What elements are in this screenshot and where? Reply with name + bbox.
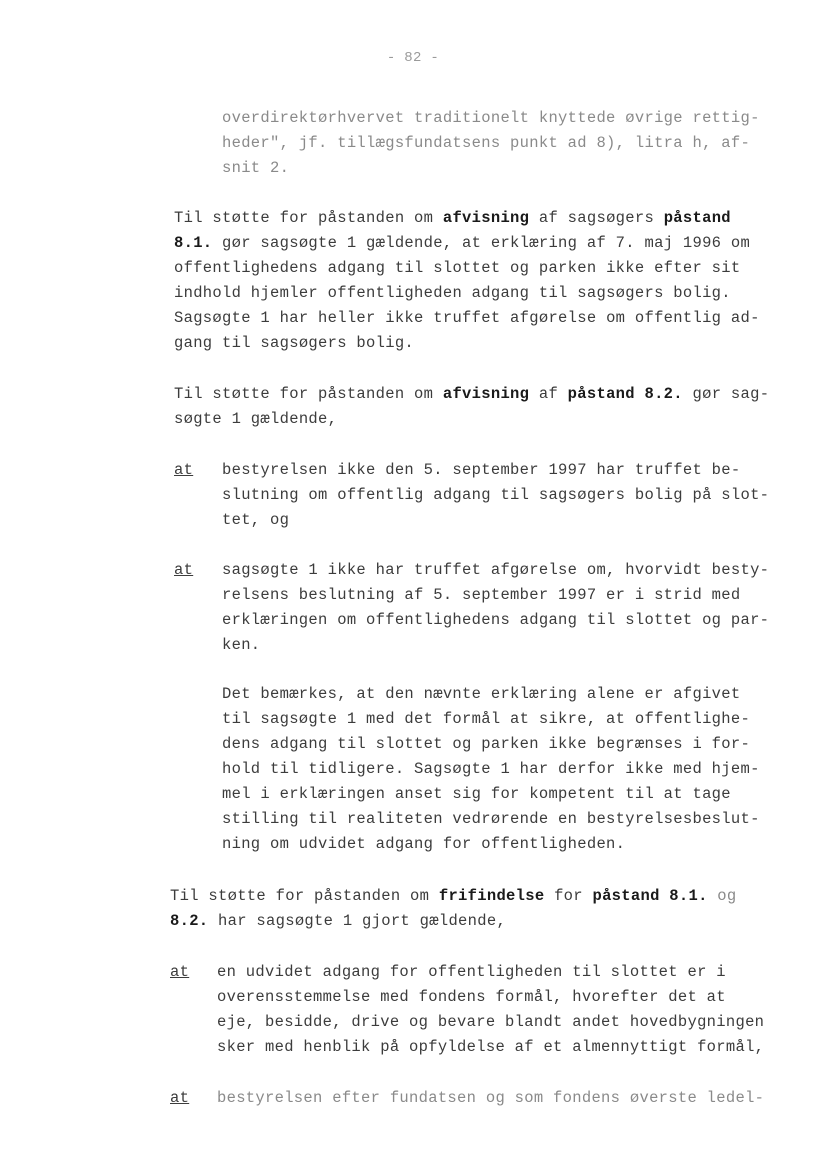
bold-term: 8.1. bbox=[174, 234, 213, 252]
text-run: Til støtte for påstanden om bbox=[174, 385, 443, 403]
text-line: gang til sagsøgers bolig. bbox=[174, 334, 415, 352]
text-line: tet, og bbox=[222, 511, 290, 529]
bold-term: afvisning bbox=[442, 209, 530, 227]
text-line: overdirektørhvervet traditionelt knyttede øvrige rettig- bbox=[222, 109, 760, 127]
text-line: Det bemærkes, at den nævnte erklæring alene er afgivet bbox=[222, 685, 741, 703]
text-line: mel i erklæringen anset sig for kompetent til at tage bbox=[222, 785, 731, 803]
text-line bbox=[170, 909, 737, 934]
text-line: til sagsøgte 1 med det formål at sikre, at offentlighe- bbox=[222, 710, 751, 728]
text-line: en udvidet adgang for offentligheden til slottet er i bbox=[217, 963, 726, 981]
text-line: heder", jf. tillægsfundatsens punkt ad 8), litra h, af- bbox=[222, 134, 751, 152]
list-item bbox=[217, 960, 764, 1060]
text-line bbox=[174, 231, 760, 256]
text-line bbox=[174, 382, 769, 407]
list-item bbox=[217, 1086, 764, 1111]
item-marker: at bbox=[170, 1089, 190, 1107]
text-line: dens adgang til slottet og parken ikke begrænses i for- bbox=[222, 735, 751, 753]
paragraph-afvisning-8-1 bbox=[174, 206, 760, 356]
text-line: overensstemmelse med fondens formål, hvorefter det at bbox=[217, 988, 726, 1006]
text-line: snit 2. bbox=[222, 159, 290, 177]
bold-term: frifindelse bbox=[438, 887, 545, 905]
paragraph-afvisning-8-2 bbox=[174, 382, 769, 432]
text-line: slutning om offentlig adgang til sagsøgers bolig på slot- bbox=[222, 486, 770, 504]
text-line: stilling til realiteten vedrørende en bestyrelsesbeslut- bbox=[222, 810, 760, 828]
note-paragraph bbox=[222, 682, 760, 857]
text-line: sagsøgte 1 ikke har truffet afgørelse om, hvorvidt besty- bbox=[222, 561, 770, 579]
text-run: for bbox=[544, 887, 593, 905]
text-line bbox=[174, 206, 760, 231]
text-line: relsens beslutning af 5. september 1997 er i strid med bbox=[222, 586, 741, 604]
list-item bbox=[222, 458, 769, 533]
text-run: og bbox=[707, 887, 737, 905]
bold-term: påstand 8.1. bbox=[592, 887, 708, 905]
item-marker: at bbox=[170, 963, 190, 981]
bold-term: 8.2. bbox=[170, 912, 209, 930]
text-line: søgte 1 gældende, bbox=[174, 410, 338, 428]
text-line: bestyrelsen efter fundatsen og som fondens øverste ledel- bbox=[217, 1089, 765, 1107]
text-line bbox=[170, 884, 737, 909]
text-line: ken. bbox=[222, 636, 261, 654]
text-line: indhold hjemler offentligheden adgang til sagsøgers bolig. bbox=[174, 284, 731, 302]
text-run: Til støtte for påstanden om bbox=[170, 887, 439, 905]
text-line: erklæringen om offentlighedens adgang til slottet og par- bbox=[222, 611, 770, 629]
text-line: eje, besidde, drive og bevare blandt andet hovedbygningen bbox=[217, 1013, 765, 1031]
bold-term: afvisning bbox=[442, 385, 530, 403]
bold-term: påstand 8.2. bbox=[567, 385, 683, 403]
text-line: ning om udvidet adgang for offentligheden. bbox=[222, 835, 626, 853]
text-line: bestyrelsen ikke den 5. september 1997 har truffet be- bbox=[222, 461, 741, 479]
text-run: Til støtte for påstanden om bbox=[174, 209, 443, 227]
item-marker: at bbox=[174, 461, 194, 479]
text-line: Sagsøgte 1 har heller ikke truffet afgørelse om offentlig ad- bbox=[174, 309, 760, 327]
list-item bbox=[222, 558, 769, 658]
text-run: af bbox=[529, 385, 568, 403]
paragraph-frifindelse bbox=[170, 884, 737, 934]
text-line: hold til tidligere. Sagsøgte 1 har derfor ikke med hjem- bbox=[222, 760, 760, 778]
text-run: af sagsøgers bbox=[529, 209, 664, 227]
text-run: gør sagsøgte 1 gældende, at erklæring af 7. maj 1996 om bbox=[212, 234, 751, 252]
page-number: - 82 - bbox=[386, 50, 440, 66]
text-line: offentlighedens adgang til slottet og parken ikke efter sit bbox=[174, 259, 741, 277]
bold-term: påstand bbox=[663, 209, 731, 227]
continuation-paragraph bbox=[222, 106, 760, 181]
text-run: gør sag- bbox=[682, 385, 770, 403]
text-line: sker med henblik på opfyldelse af et almennyttigt formål, bbox=[217, 1038, 765, 1056]
text-run: har sagsøgte 1 gjort gældende, bbox=[208, 912, 507, 930]
item-marker: at bbox=[174, 561, 194, 579]
